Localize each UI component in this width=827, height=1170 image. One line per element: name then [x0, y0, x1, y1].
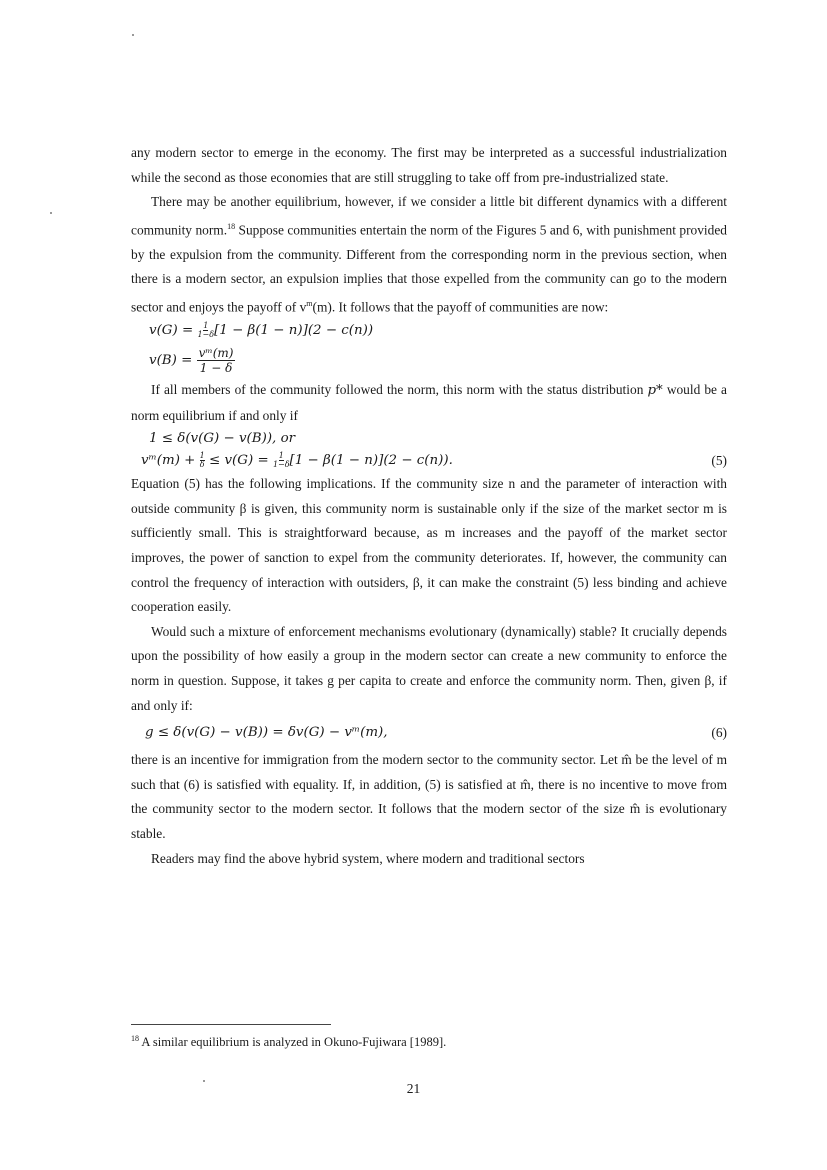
footnote-rule	[131, 1024, 331, 1025]
equation-5: vᵐ(m) + $\frac{1}{\delta}$ ≤ v(G) = $\frac{1}{1-\delta}$ [1 − β(1 − n)](2 − c(n)). (5)	[131, 450, 727, 472]
page-number: 21	[406, 1081, 421, 1096]
body-text	[131, 141, 727, 871]
paragraph: Readers may find the above hybrid system, where modern and traditional sectors	[151, 850, 585, 866]
equation-number: (5)	[711, 453, 727, 469]
footnote: $^{18}$ A similar equilibrium is analyzed in Okuno-Fujiwara [1989].	[131, 1034, 447, 1050]
paragraph: If all members of the community followed the norm, this norm with the status distribution p* would be a norm equilibrium if and only if	[131, 382, 728, 423]
paragraph: Equation (5) has the following implications. If the community size n and the parameter of interaction with outside community β is given, this community norm is sustainable only if the size of the market sector m is sufficiently small. This is straightforward because, as m increases and the payoff of the market sector improves, the power of sanction to expel from the community deteriorates. If, however, the community can control the frequency of interaction with outsiders, β, it can make the constraint (5) less binding and achieve cooperation easily.	[131, 476, 727, 615]
fraction: $\frac{1}{1-\delta}$	[197, 321, 215, 340]
scan-speck	[50, 212, 52, 214]
fraction: $\frac{1}{1-\delta}$	[272, 451, 290, 470]
paragraph: Would such a mixture of enforcement mechanisms evolutionary (dynamically) stable? It crucially depends upon the possibility of how easily a group in the modern sector can create a new community to enforce the norm in question. Suppose, it takes g per capita to create and enforce the community norm. Then, given β, if and only if:	[131, 623, 727, 713]
equation-vg: v(G) = $\frac{1}{1-\delta}$ [1 − β(1 − n)](2 − c(n))	[149, 321, 374, 340]
paragraph: any modern sector to emerge in the economy. The first may be interpreted as a successful industrialization while the second as those economies that are still struggling to take off from pre-industrialized state.	[131, 145, 727, 185]
fraction: $\frac{1}{\delta}$	[199, 451, 205, 470]
equation-number: (6)	[711, 725, 727, 741]
equation-condition-1: 1 ≤ δ(v(G) − v(B)), or	[149, 431, 296, 447]
fraction: $\frac{\text{vᵐ(m)}}{1 - \delta}$	[198, 345, 234, 375]
paragraph: there is an incentive for immigration from the modern sector to the community sector. Let m̂ be the level of m such that (6) is satisfied with equality. If, in addition, (5) is satisfied at m̂, there is no incentive to move from the community sector to the modern sector. It follows that the modern sector of the size m̂ is evolutionary stable.	[131, 752, 727, 841]
equation-vb: v(B) = $\frac{\text{vᵐ(m)}}{1 - \delta}$	[149, 345, 234, 375]
scan-speck	[132, 34, 134, 36]
paragraph: There may be another equilibrium, however, if we consider a little bit different dynamics with a different community norm.$^{18}$ Suppose communities entertain the norm of the Figures 5 and 6, with punishment provided by the expulsion from the community. Different from the corresponding norm in the previous section, when there is a modern sector, an expulsion implies that those expelled from the community can go to the modern sector and enjoys the payoff of $v^m(m)$. It follows that the payoff of communities are now:	[131, 194, 727, 315]
equation-6: g ≤ δ(v(G) − v(B)) = δv(G) − vᵐ(m), (6)	[131, 718, 727, 748]
footnote-ref: 18	[227, 221, 236, 231]
